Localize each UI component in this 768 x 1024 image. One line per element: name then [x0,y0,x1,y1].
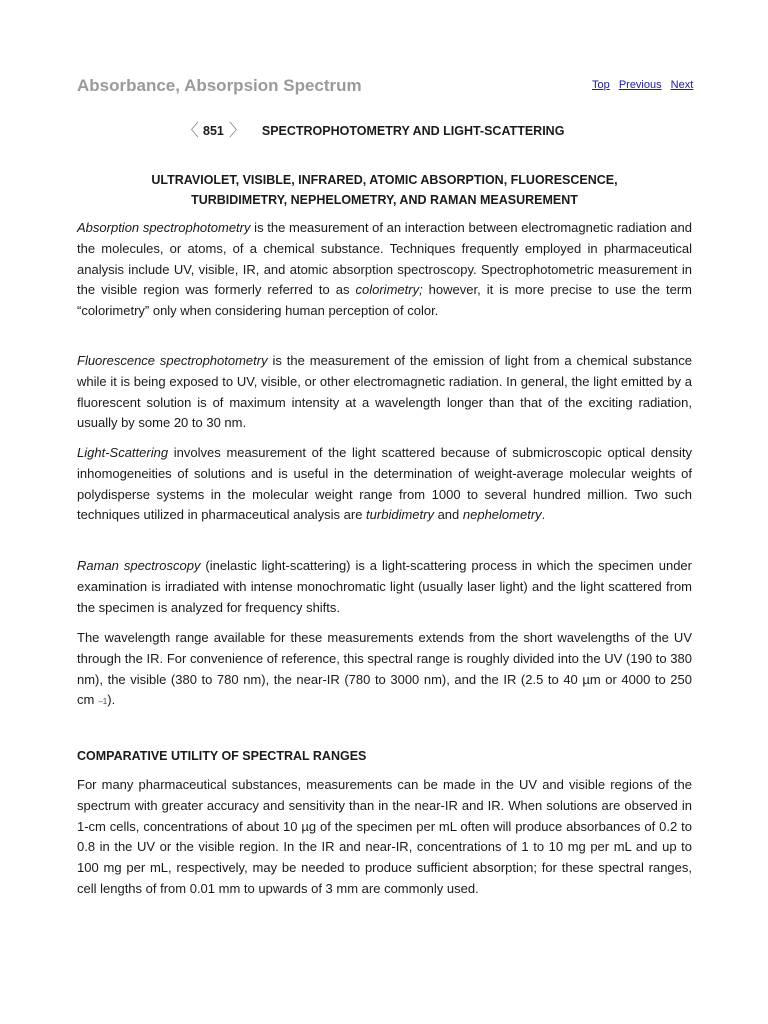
chapter-open-bracket: 〈 [182,121,199,140]
paragraph-text: and [433,507,463,523]
paragraph-text: involves measurement of the light scattered because of submicroscopic optical density inhomogeneities of solutions and is useful in the determination of weight-average molecular weights of polydisperse systems in the molecular weight range from 1000 to several hundred million. Two such techniques utilized in pharmaceutical analysis are [77,445,692,523]
paragraph-light-scattering [77,443,692,526]
chapter-title: SPECTROPHOTOMETRY AND LIGHT-SCATTERING [261,123,565,138]
paragraph-raman [77,556,692,618]
nav-previous-link[interactable]: Previous [618,79,662,91]
paragraph-fluorescence [77,351,692,434]
term-light-scattering: Light-Scattering [77,445,169,460]
term-raman-spectroscopy: Raman spectroscopy [77,558,201,573]
paragraph-text: . [541,507,546,523]
section-heading-spectral-ranges: COMPARATIVE UTILITY OF SPECTRAL RANGES [77,749,367,763]
paragraph-text: For many pharmaceutical substances, measurements can be made in the UV and visible regions of the spectrum with greater accuracy and sensitivity than in the near-IR and IR. When solutions are observed in 1-cm cells, concentrations of about 10 µg of the specimen per mL often will produce absorbances of 0.2 to 0.8 in the UV or the visible region. In the IR and near-IR, concentrations of 1 to 10 mg per mL and up to 100 mg per mL, respectively, may be needed to produce sufficient absorption; for these spectral ranges, cell lengths of from 0.01 mm to upwards of 3 mm are commonly used. [77,777,692,896]
term-fluorescence-spectrophotometry: Fluorescence spectrophotometry [77,353,268,368]
paragraph-wavelength-range [77,628,692,713]
paragraph-text: however, it is more precise to use the term “colorimetry” only when considering human perception of color. [77,282,693,319]
chapter-number: 851 [203,123,224,138]
paragraph-text: The wavelength range available for these measurements extends from the short wavelengths of the UV through the IR. For convenience of reference, this spectral range is roughly divided into the UV (190 to 380 nm), the visible (380 to 780 nm), the near-IR (780 to 3000 nm), and the IR (2.5 to 40 µm or 4000 to 250 cm [77,630,692,708]
page-navigation [592,79,693,91]
document-title: Absorbance, Absorpsion Spectrum [77,76,362,95]
chapter-heading [182,118,564,143]
nav-top-link[interactable]: Top [592,79,610,91]
paragraph-text: (inelastic light-scattering) is a light-scattering process in which the specimen under examination is irradiated with intense monochromatic light (usually laser light) and the light scattered from the specimen is analyzed for frequency shifts. [77,558,692,615]
paragraph-text: is the measurement of the emission of light from a chemical substance while it is being exposed to UV, visible, or other electromagnetic radiation. In general, the light emitted by a fluorescent solution is of maximum intensity at a wavelength longer than that of the exciting radiation, usually by some 20 to 30 nm. [77,353,693,431]
chapter-close-bracket: 〉 [228,121,246,140]
term-colorimetry: colorimetry; [355,282,423,298]
section-heading-line-2: TURBIDIMETRY, NEPHELOMETRY, AND RAMAN MEASUREMENT [191,193,578,207]
paragraph-text: ). [107,692,116,708]
section-heading-line-1: ULTRAVIOLET, VISIBLE, INFRARED, ATOMIC ABSORPTION, FLUORESCENCE, [151,173,618,187]
paragraph-absorption [77,218,692,322]
nav-next-link[interactable]: Next [670,79,694,91]
paragraph-comparative-utility [77,775,692,900]
term-turbidimetry: turbidimetry [366,507,434,523]
paragraph-text: is the measurement of an interaction between electromagnetic radiation and the molecules, or atoms, of a chemical substance. Techniques frequently employed in pharmaceutical analysis include UV, visible, IR, and atomic absorption spectroscopy. Spectrophotometric measurement in the visible region was formerly referred to as [77,220,692,298]
section-heading-measurements [77,170,692,210]
term-nephelometry: nephelometry [462,507,542,523]
reciprocal-unit-superscript: –1 [98,697,108,707]
term-absorption-spectrophotometry: Absorption spectrophotometry [77,220,251,235]
